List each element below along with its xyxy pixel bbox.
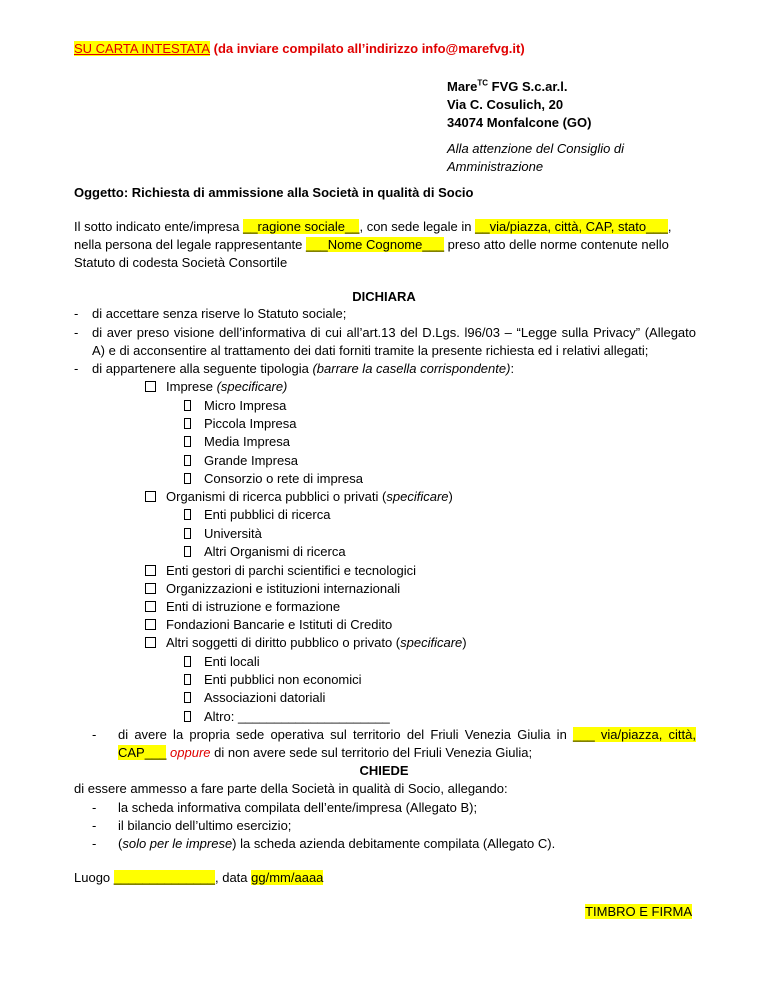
sub-option[interactable]: Piccola Impresa xyxy=(184,415,296,432)
dash: - xyxy=(92,727,97,742)
option-altri[interactable]: Altri soggetti di diritto pubblico o privato (specificare) xyxy=(145,634,467,651)
data-field[interactable]: gg/mm/aaaa xyxy=(251,870,324,885)
option-fondazioni[interactable]: Fondazioni Bancarie e Istituti di Credito xyxy=(145,616,392,633)
nome-cognome-field: ___Nome Cognome___ xyxy=(306,237,445,252)
dash: - xyxy=(92,818,97,833)
chiede-title: CHIEDE xyxy=(359,763,409,778)
option-parchi[interactable]: Enti gestori di parchi scientifici e tecnologici xyxy=(145,562,416,579)
dash: - xyxy=(74,325,79,340)
checkbox[interactable] xyxy=(145,583,156,594)
header-line xyxy=(74,40,525,57)
intro-line-3: Statuto di codesta Società Consortile xyxy=(74,255,288,270)
checkbox[interactable] xyxy=(184,546,191,557)
recipient-street: Via C. Cosulich, 20 xyxy=(447,97,564,112)
recipient-name: Mare$^{TC}$ FVG S.c.ar.l. xyxy=(447,78,568,94)
checkbox[interactable] xyxy=(145,619,156,630)
sub-option[interactable]: Enti pubblici non economici xyxy=(184,671,362,688)
chiede-intro: di essere ammesso a fare parte della Società in qualità di Socio, allegando: xyxy=(74,781,508,796)
dash: - xyxy=(92,800,97,815)
checkbox[interactable] xyxy=(184,473,191,484)
checkbox[interactable] xyxy=(184,455,191,466)
attention-line-2: Amministrazione xyxy=(447,159,544,174)
luogo-data-line: Luogo ______________, data gg/mm/aaaa xyxy=(74,870,324,885)
option-organismi[interactable]: Organismi di ricerca pubblici o privati (specificare) xyxy=(145,488,453,505)
dash: - xyxy=(74,306,79,321)
sede-legale-field: __via/piazza, città, CAP, stato___ xyxy=(475,219,668,234)
sede-line-2: CAP___ oppure di non avere sede sul territorio del Friuli Venezia Giulia; xyxy=(118,745,533,760)
sub-option[interactable]: Associazioni datoriali xyxy=(184,689,325,706)
checkbox[interactable] xyxy=(145,637,156,648)
checkbox[interactable] xyxy=(184,528,191,539)
checkbox[interactable] xyxy=(184,400,191,411)
cap-field: CAP___ xyxy=(118,745,167,760)
checkbox[interactable] xyxy=(184,674,191,685)
sub-option[interactable]: Altro: _____________________ xyxy=(184,708,390,725)
chiede-item: la scheda informativa compilata dell’ente/impresa (Allegato B); xyxy=(118,800,478,815)
dichiara-item: di accettare senza riserve lo Statuto sociale; xyxy=(92,306,347,321)
sub-option[interactable]: Altri Organismi di ricerca xyxy=(184,543,346,560)
chiede-item: (solo per le imprese) la scheda azienda debitamente compilata (Allegato C). xyxy=(118,836,556,851)
checkbox[interactable] xyxy=(184,509,191,520)
checkbox[interactable] xyxy=(145,381,156,392)
checkbox[interactable] xyxy=(145,601,156,612)
checkbox[interactable] xyxy=(184,711,191,722)
checkbox[interactable] xyxy=(145,565,156,576)
sede-line-1: di avere la propria sede operativa sul territorio del Friuli Venezia Giulia in ___ via/piazza, città, xyxy=(118,727,696,742)
dichiara-item-cont: A) e di acconsentire al trattamento dei dati forniti tramite la presente richiesta ed i relativi allegati; xyxy=(92,343,649,358)
sub-option[interactable]: Enti locali xyxy=(184,653,260,670)
sub-option[interactable]: Micro Impresa xyxy=(184,397,286,414)
checkbox[interactable] xyxy=(184,436,191,447)
header-note: (da inviare compilato all’indirizzo info@marefvg.it) xyxy=(210,41,525,56)
sub-option[interactable]: Media Impresa xyxy=(184,433,290,450)
sub-option[interactable]: Enti pubblici di ricerca xyxy=(184,506,330,523)
sub-option[interactable]: Università xyxy=(184,525,262,542)
checkbox[interactable] xyxy=(184,656,191,667)
dash: - xyxy=(74,361,79,376)
timbro-firma: TIMBRO E FIRMA xyxy=(585,904,692,919)
dash: - xyxy=(92,836,97,851)
dichiara-item: di appartenere alla seguente tipologia (barrare la casella corrispondente): xyxy=(92,361,515,376)
sub-option[interactable]: Grande Impresa xyxy=(184,452,298,469)
sede-operativa-field: ___ via/piazza, città, xyxy=(573,727,696,742)
checkbox[interactable] xyxy=(184,418,191,429)
oppure: oppure xyxy=(170,745,211,760)
chiede-item: il bilancio dell’ultimo esercizio; xyxy=(118,818,292,833)
sub-option[interactable]: Consorzio o rete di impresa xyxy=(184,470,363,487)
subject: Oggetto: Richiesta di ammissione alla Società in qualità di Socio xyxy=(74,185,474,200)
carta-intestata: SU CARTA INTESTATA xyxy=(74,41,211,56)
luogo-field[interactable]: ______________ xyxy=(113,870,215,885)
dichiara-item: di aver preso visione dell’informativa di cui all’art.13 del D.Lgs. l96/03 – “Legge sulla Privacy” (Allegato xyxy=(92,325,696,340)
option-organizzazioni[interactable]: Organizzazioni e istituzioni internazionali xyxy=(145,580,400,597)
ragione-sociale-field: __ragione sociale__ xyxy=(243,219,360,234)
option-imprese[interactable]: Imprese (specificare) xyxy=(145,378,287,395)
attention-line-1: Alla attenzione del Consiglio di xyxy=(447,141,625,156)
dichiara-title: DICHIARA xyxy=(352,289,416,304)
intro-line-2: nella persona del legale rappresentante ___Nome Cognome___ preso atto delle norme contenute nello xyxy=(74,237,669,252)
recipient-city: 34074 Monfalcone (GO) xyxy=(447,115,592,130)
intro-line-1: Il sotto indicato ente/impresa __ragione sociale__, con sede legale in __via/piazza, città, CAP, stato___, xyxy=(74,219,672,234)
checkbox[interactable] xyxy=(145,491,156,502)
checkbox[interactable] xyxy=(184,692,191,703)
option-istruzione[interactable]: Enti di istruzione e formazione xyxy=(145,598,340,615)
